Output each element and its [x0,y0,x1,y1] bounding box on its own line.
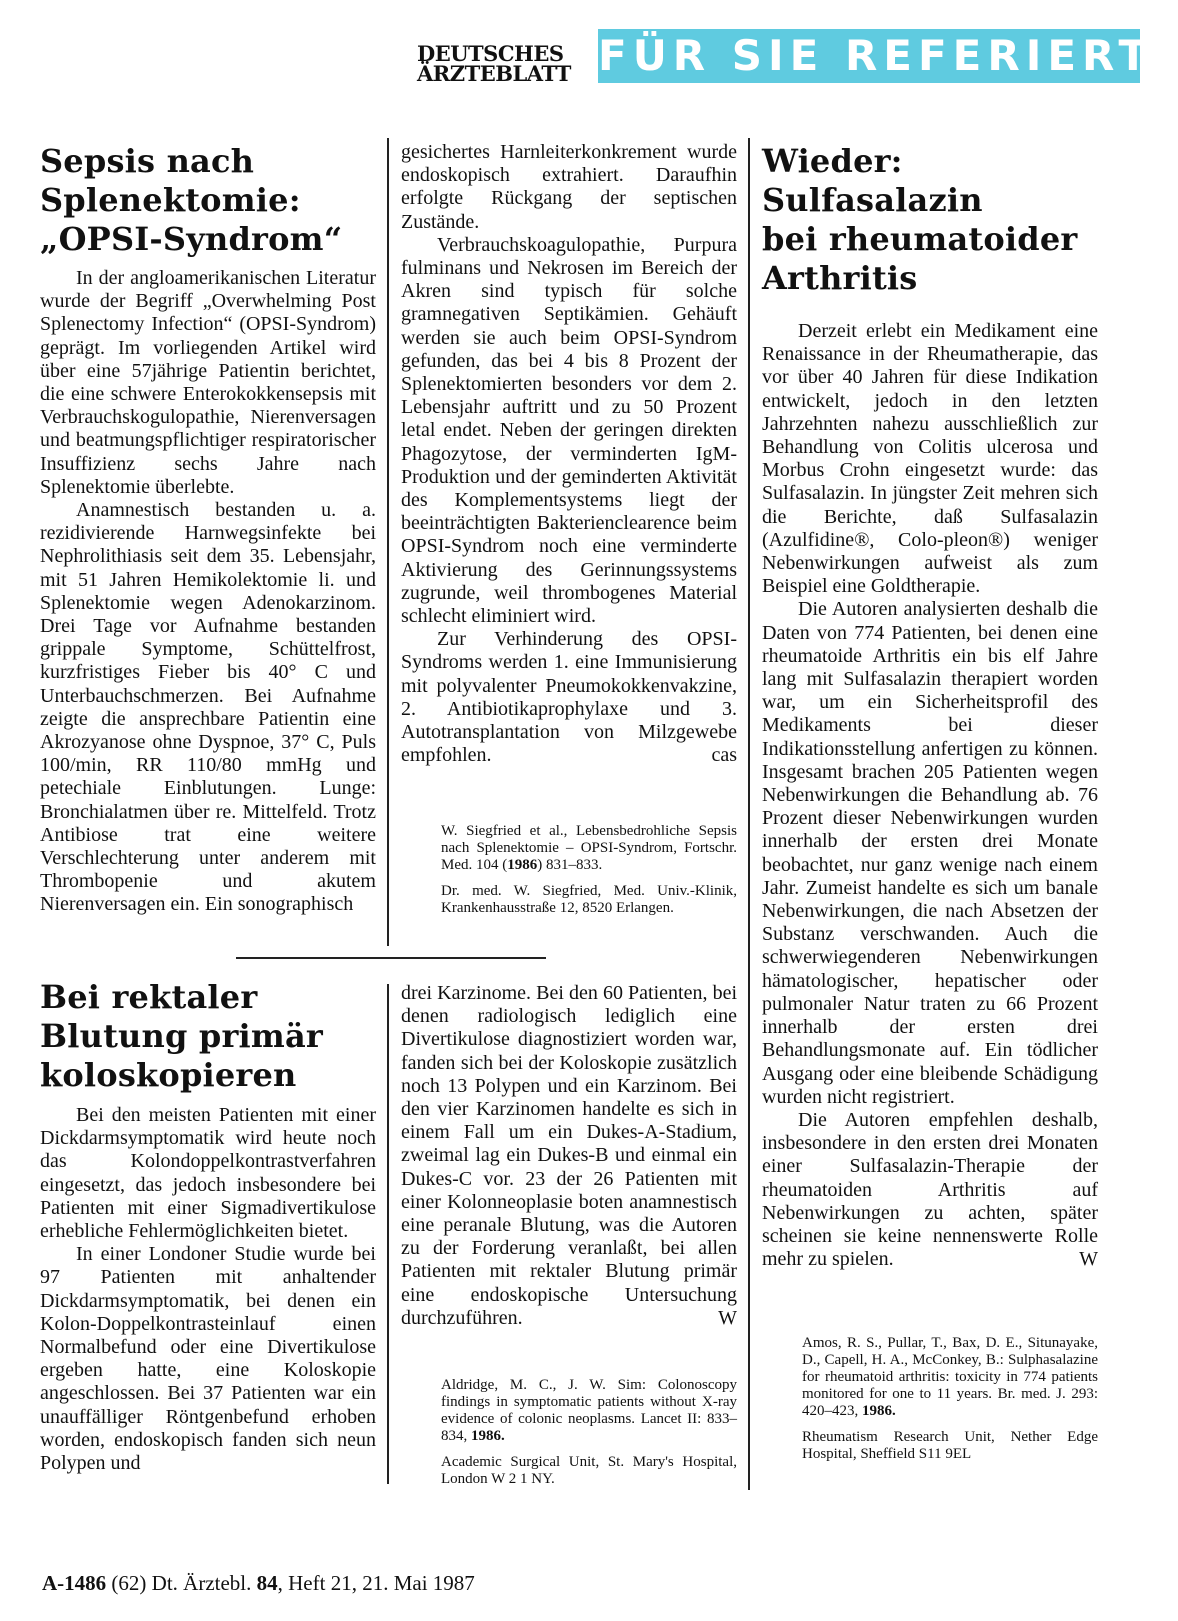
author-address: Rheumatism Research Unit, Nether Edge Hospital, Sheffield S11 9EL [802,1429,1098,1462]
citation-year: 1986. [862,1403,896,1419]
paragraph [401,982,737,1330]
author-signature: W [1079,1248,1098,1271]
section-rubric: FÜR SIE REFERIERT [598,29,1140,83]
title-line: „OPSI-Syndrom“ [40,220,343,258]
paragraph: Anamnestisch bestanden u. a. rezidivierende Harnwegsinfekte bei Nephrolithiasis seit dem 35. Lebensjahr, mit 51 Jahren Hemikolektomie li. und Splenektomie wegen Adenokarzinom. Drei Tage vor Aufnahme bestanden grippale Symptome, Schüttelfrost, kurzfristiges Fieber bis 40° C und Unterbauchschmerzen. Bei Aufnahme zeigte die ansprechbare Patientin eine Akrozyanose ohne Dyspnoe, 37° C, Puls 100/min, RR 110/80 mmHg und petechiale Einblutungen. Lunge: Bronchialatmen über re. Mittelfeld. Trotz Antibiose trat eine weitere Verschlechterung unter anderem mit Thrombopenie und akutem Nierenversagen ein. Ein sonographisch [40,499,376,916]
article-sepsis-title [40,142,380,259]
citation-text: W. Siegfried et al., Lebensbedrohliche Sepsis nach Splenektomie – OPSI-Syndrom, Fortschr. Med. 104 ( [441,823,737,873]
title-line: Bei rektaler [40,978,258,1016]
title-line: Arthritis [762,259,918,297]
paragraph: In der angloamerikanischen Literatur wurde der Begriff „Overwhelming Post Splenectomy Infection“ (OPSI-Syndrom) geprägt. Im vorliegenden Artikel wird über eine 57jährige Patientin berichtet, die eine schwere Enterokokkensepsis mit Verbrauchskogulopathie, Nierenversagen und beatmungspflichtiger respiratorischer Insuffizienz sechs Jahre nach Splenektomie überlebte. [40,267,376,498]
column-divider [748,138,750,1490]
title-line: Sulfasalazin [762,181,983,219]
citation-year: 1986. [471,1428,505,1444]
article-sulfasalazin-column [762,320,1098,1271]
paragraph-text: Zur Verhinderung des OPSI-Syndroms werden 1. eine Immunisierung mit polyvalenter Pneumokokkenvakzine, 2. Antibiotikaprophylaxe und 3. Autotransplantation von Milzgewebe empfohlen. [401,628,737,767]
citation-text: Amos, R. S., Pullar, T., Bax, D. E., Situnayake, D., Capell, H. A., McConkey, B.: Sulphasalazine for rheumatoid arthritis: toxicity in 774 patients monitored for one to 11 years. Br. med. J. 293: 420–423, [802,1335,1098,1419]
title-line: Blutung primär [40,1017,323,1055]
paragraph: Die Autoren analysierten deshalb die Daten von 774 Patienten, bei denen eine rheumatoide Arthritis ein bis elf Jahre lang mit Sulfasalazin therapiert worden war, um ein Sicherheitsprofil des Medikaments bei dieser Indikationsstellung anfertigen zu können. Insgesamt brachen 205 Patienten wegen Nebenwirkungen die Behandlung ab. 76 Prozent dieser Nebenwirkungen wurden innerhalb der ersten drei Monate beobachtet, nur ganz wenige nach einem Jahr. Zumeist handelte es sich um banale Nebenwirkungen, die nach Absetzen der Substanz verschwanden. Auch die schwerwiegenderen Nebenwirkungen hämatologischer, hepatischer oder pulmonaler Natur traten zu 66 Prozent innerhalb der ersten drei Behandlungsmonate auf. Ein tödlicher Ausgang oder eine bleibende Schädigung wurden nicht registriert. [762,598,1098,1108]
citation-year: 1986 [507,857,538,873]
paragraph: Verbrauchskoagulopathie, Purpura fulminans und Nekrosen im Bereich der Akren sind typisch für solche gramnegativen Septikämien. Gehäuft werden sie auch beim OPSI-Syndrom gefunden, das bei 4 bis 8 Prozent der Splenektomierten besonders vor dem 2. Lebensjahr auftritt und zu 50 Prozent letal endet. Neben der geringen direkten Phagozytose, der verminderten IgM-Produktion und der geminderten Aktivität des Komplementsystems liegt der beeinträchtigten Bakterienclearence beim OPSI-Syndrom noch eine verminderte Aktivierung des Gerinnungssystems zugrunde, weil thrombogenes Material schlecht eliminiert wird. [401,233,737,628]
title-line: Sepsis nach [40,142,255,180]
article-sepsis-reference [441,823,737,926]
citation [441,1377,737,1445]
citation-text: Aldridge, M. C., J. W. Sim: Colonoscopy findings in symptomatic patients without X-ray evidence of colonic neoplasms. Lancet II: 833–834, [441,1377,737,1444]
page-footer [42,1571,682,1595]
article-koloskopie-title [40,978,380,1095]
column-divider [387,984,389,1484]
footer-issue: (62) Dt. Ärztebl. [111,1571,252,1595]
article-sulfasalazin-reference [802,1335,1098,1472]
paragraph-text: drei Karzinome. Bei den 60 Patienten, bei denen radiologisch lediglich eine Divertikulose diagnostiziert worden war, fanden sich bei der Koloskopie zusätzlich noch 13 Polypen und ein Karzinom. Bei den vier Karzinomen handelte es sich in einem Fall um ein Dukes-A-Stadium, zweimal lag ein Dukes-B und einmal ein Dukes-C vor. 23 der 26 Patienten mit einer Kolonneoplasie boten anamnestisch eine peranale Blutung, was die Autoren zu der Forderung veranlaßt, bei allen Patienten mit rektaler Blutung primär eine endoskopische Untersuchung durchzuführen. [401,982,737,1329]
title-line: Wieder: [762,142,903,180]
article-sepsis-column-2 [401,141,737,767]
article-koloskopie-column-1 [40,1104,376,1475]
article-divider [236,957,546,959]
paragraph-text: Die Autoren empfehlen deshalb, insbesondere in den ersten drei Monaten einer Sulfasalazin-Therapie der rheumatoiden Arthritis auf Nebenwirkungen zu achten, später scheinen sie keine nennenswerte Rolle mehr zu spielen. [762,1108,1098,1271]
article-koloskopie-column-2 [401,982,737,1330]
author-address: Academic Surgical Unit, St. Mary's Hospital, London W 2 1 NY. [441,1454,737,1487]
article-koloskopie-reference [441,1377,737,1497]
footer-date: , Heft 21, 21. Mai 1987 [277,1571,475,1595]
paragraph [762,1109,1098,1271]
citation [802,1335,1098,1420]
column-divider [387,138,389,946]
citation [441,823,737,874]
citation-pages: ) 831–833. [537,857,603,873]
title-line: Splenektomie: [40,181,301,219]
author-signature: W [718,1306,737,1329]
paragraph: Bei den meisten Patienten mit einer Dickdarmsymptomatik wird heute noch das Kolondoppelkontrastverfahren eingesetzt, das jedoch insbesondere bei Patienten mit einer Sigmadivertikulose erhebliche Fehlermöglichkeiten bietet. [40,1104,376,1243]
paragraph: gesichertes Harnleiterkonkrement wurde endoskopisch extrahiert. Daraufhin erfolgte Rückgang der septischen Zustände. [401,141,737,233]
author-signature: cas [711,744,737,767]
author-address: Dr. med. W. Siegfried, Med. Univ.-Klinik, Krankenhausstraße 12, 8520 Erlangen. [441,883,737,916]
title-line: bei rheumatoider [762,220,1078,258]
logo-line-1: DEUTSCHES [417,41,564,66]
article-sulfasalazin-title [762,142,1122,298]
logo-line-2: ÄRZTEBLATT [417,61,571,86]
journal-logo [417,41,585,86]
footer-volume: 84 [256,1571,278,1595]
paragraph: In einer Londoner Studie wurde bei 97 Patienten mit anhaltender Dickdarmsymptomatik, bei denen ein Kolon-Doppelkontrasteinlauf einen Normalbefund oder eine Divertikulose ergeben hatte, eine Koloskopie angeschlossen. Bei 37 Patienten war ein unauffälliger Röntgenbefund erhoben worden, endoskopisch fanden sich neun Polypen und [40,1243,376,1475]
page-number: A-1486 [42,1571,107,1595]
title-line: koloskopieren [40,1056,297,1094]
paragraph: Derzeit erlebt ein Medikament eine Renaissance in der Rheumatherapie, das vor über 40 Jahren für diese Indikation entwickelt, jedoch in den letzten Jahrzehnten nahezu ausschließlich zur Behandlung von Colitis ulcerosa und Morbus Crohn eingesetzt wurde: das Sulfasalazin. In jüngster Zeit mehren sich die Berichte, daß Sulfasalazin (Azulfidine®, Colo-pleon®) weniger Nebenwirkungen aufweist als zum Beispiel eine Goldtherapie. [762,320,1098,598]
article-sepsis-column-1 [40,267,376,917]
paragraph [401,628,737,767]
